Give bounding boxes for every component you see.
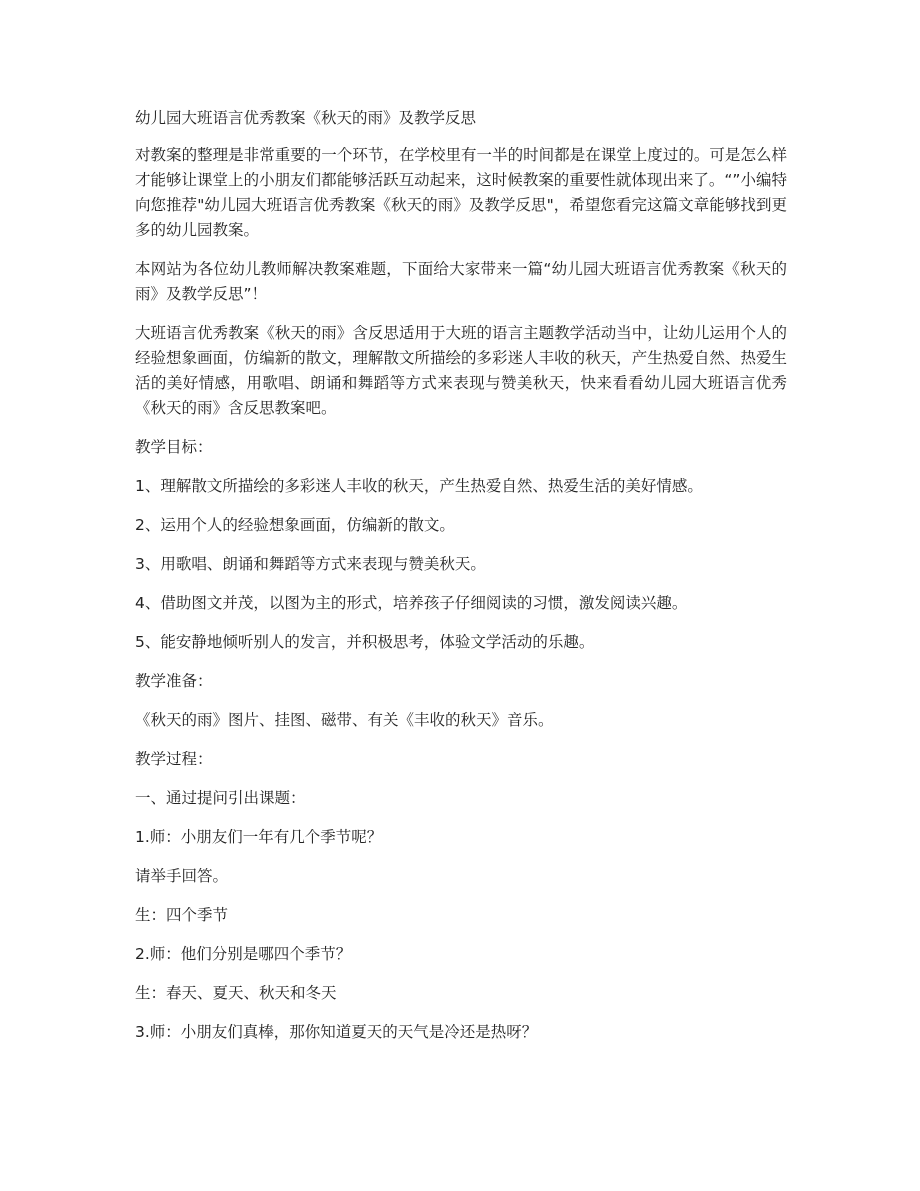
goal-item-1: 1、理解散文所描绘的多彩迷人丰收的秋天，产生热爱自然、热爱生活的美好情感。 <box>135 477 703 495</box>
goal-item-3: 3、用歌唱、朗诵和舞蹈等方式来表现与赞美秋天。 <box>135 555 486 573</box>
intro-paragraph-3: 大班语言优秀教案《秋天的雨》含反思适用于大班的语言主题教学活动当中，让幼儿运用个人的经验想象画面，仿编新的散文，理解散文所描绘的多彩迷人丰收的秋天，产生热爱自然、热爱生活的美好情感，用歌唱、朗诵和舞蹈等方式来表现与赞美秋天，快来看看幼儿园大班语言优秀《秋天的雨》含反思教案吧。 <box>135 324 787 417</box>
dialogue-line-1: 1.师：小朋友们一年有几个季节呢？ <box>135 828 383 846</box>
prep-text: 《秋天的雨》图片、挂图、磁带、有关《丰收的秋天》音乐。 <box>135 711 554 729</box>
intro-paragraph-1: 对教案的整理是非常重要的一个环节，在学校里有一半的时间都是在课堂上度过的。可是怎么样才能够让课堂上的小朋友们都能够活跃互动起来，这时候教案的重要性就体现出来了。“”小编特向您推荐"幼儿园大班语言优秀教案《秋天的雨》及教学反思"，希望您看完这篇文章能够找到更多的幼儿园教案。 <box>135 146 787 239</box>
goals-heading: 教学目标： <box>135 438 213 456</box>
document-body <box>135 106 787 1059</box>
process-heading: 教学过程： <box>135 750 213 768</box>
dialogue-line-3: 生：四个季节 <box>135 906 229 924</box>
goal-item-2: 2、运用个人的经验想象画面，仿编新的散文。 <box>135 516 455 534</box>
dialogue-line-4: 2.师：他们分别是哪四个季节？ <box>135 945 352 963</box>
dialogue-line-5: 生：春天、夏天、秋天和冬天 <box>135 984 337 1002</box>
process-step-1: 一、通过提问引出课题： <box>135 789 306 807</box>
prep-heading: 教学准备： <box>135 672 213 690</box>
dialogue-line-6: 3.师：小朋友们真棒，那你知道夏天的天气是冷还是热呀？ <box>135 1023 538 1041</box>
document-title: 幼儿园大班语言优秀教案《秋天的雨》及教学反思 <box>135 109 477 127</box>
goal-item-4: 4、借助图文并茂，以图为主的形式，培养孩子仔细阅读的习惯，激发阅读兴趣。 <box>135 594 688 612</box>
goal-item-5: 5、能安静地倾听别人的发言，并积极思考，体验文学活动的乐趣。 <box>135 633 595 651</box>
intro-paragraph-2: 本网站为各位幼儿教师解决教案难题，下面给大家带来一篇“幼儿园大班语言优秀教案《秋天的雨》及教学反思”！ <box>135 260 787 303</box>
dialogue-line-2: 请举手回答。 <box>135 867 229 885</box>
